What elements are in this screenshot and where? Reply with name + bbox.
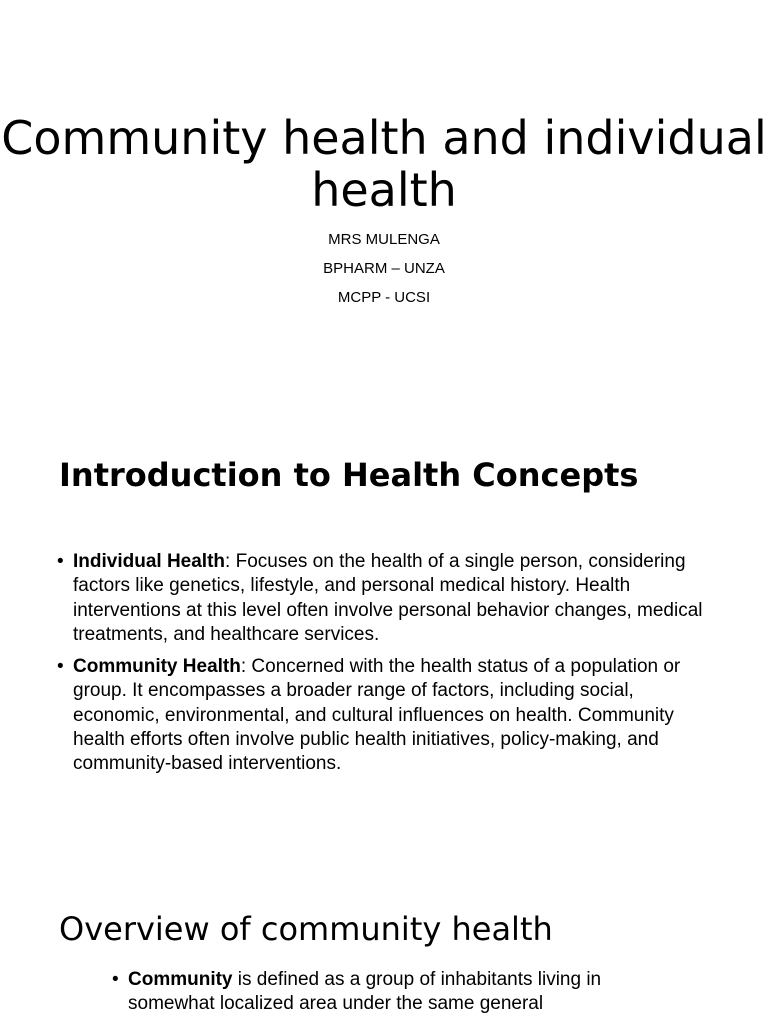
list-item [57,550,717,647]
bullet-text: : Focuses on the health of a single person, considering factors like genetics, lifestyle, and personal medical history. Health interventions at this level often involve personal behavior changes, medical treatments, and healthcare services. [73,551,703,645]
bullet-term: Community Health [73,656,241,678]
intro-heading: Introduction to Health Concepts [59,456,639,494]
list-item [112,968,672,1017]
bullet-term: Community [128,969,233,990]
list-item [57,655,717,776]
intro-bullet-list [57,550,717,785]
slide-title: Community health and individual health [1,111,767,217]
overview-bullet-list [112,968,672,1025]
degree-line-2: MCPP - UCSI [337,289,431,306]
bullet-text: : Concerned with the health status of a population or group. It encompasses a broader range of factors, including social, economic, environmental, and cultural influences on health. Community health efforts often involve public health initiatives, policy-making, and community-based interventions. [73,656,681,775]
degree-line-1: BPHARM – UNZA [323,260,445,277]
title-slide [0,0,768,420]
bullet-term: Individual Health [73,551,226,572]
bullet-text: is defined as a group of inhabitants living in somewhat localized area under the same general [128,969,602,1015]
author-name: MRS MULENGA [328,231,440,248]
overview-heading: Overview of community health [59,910,553,948]
